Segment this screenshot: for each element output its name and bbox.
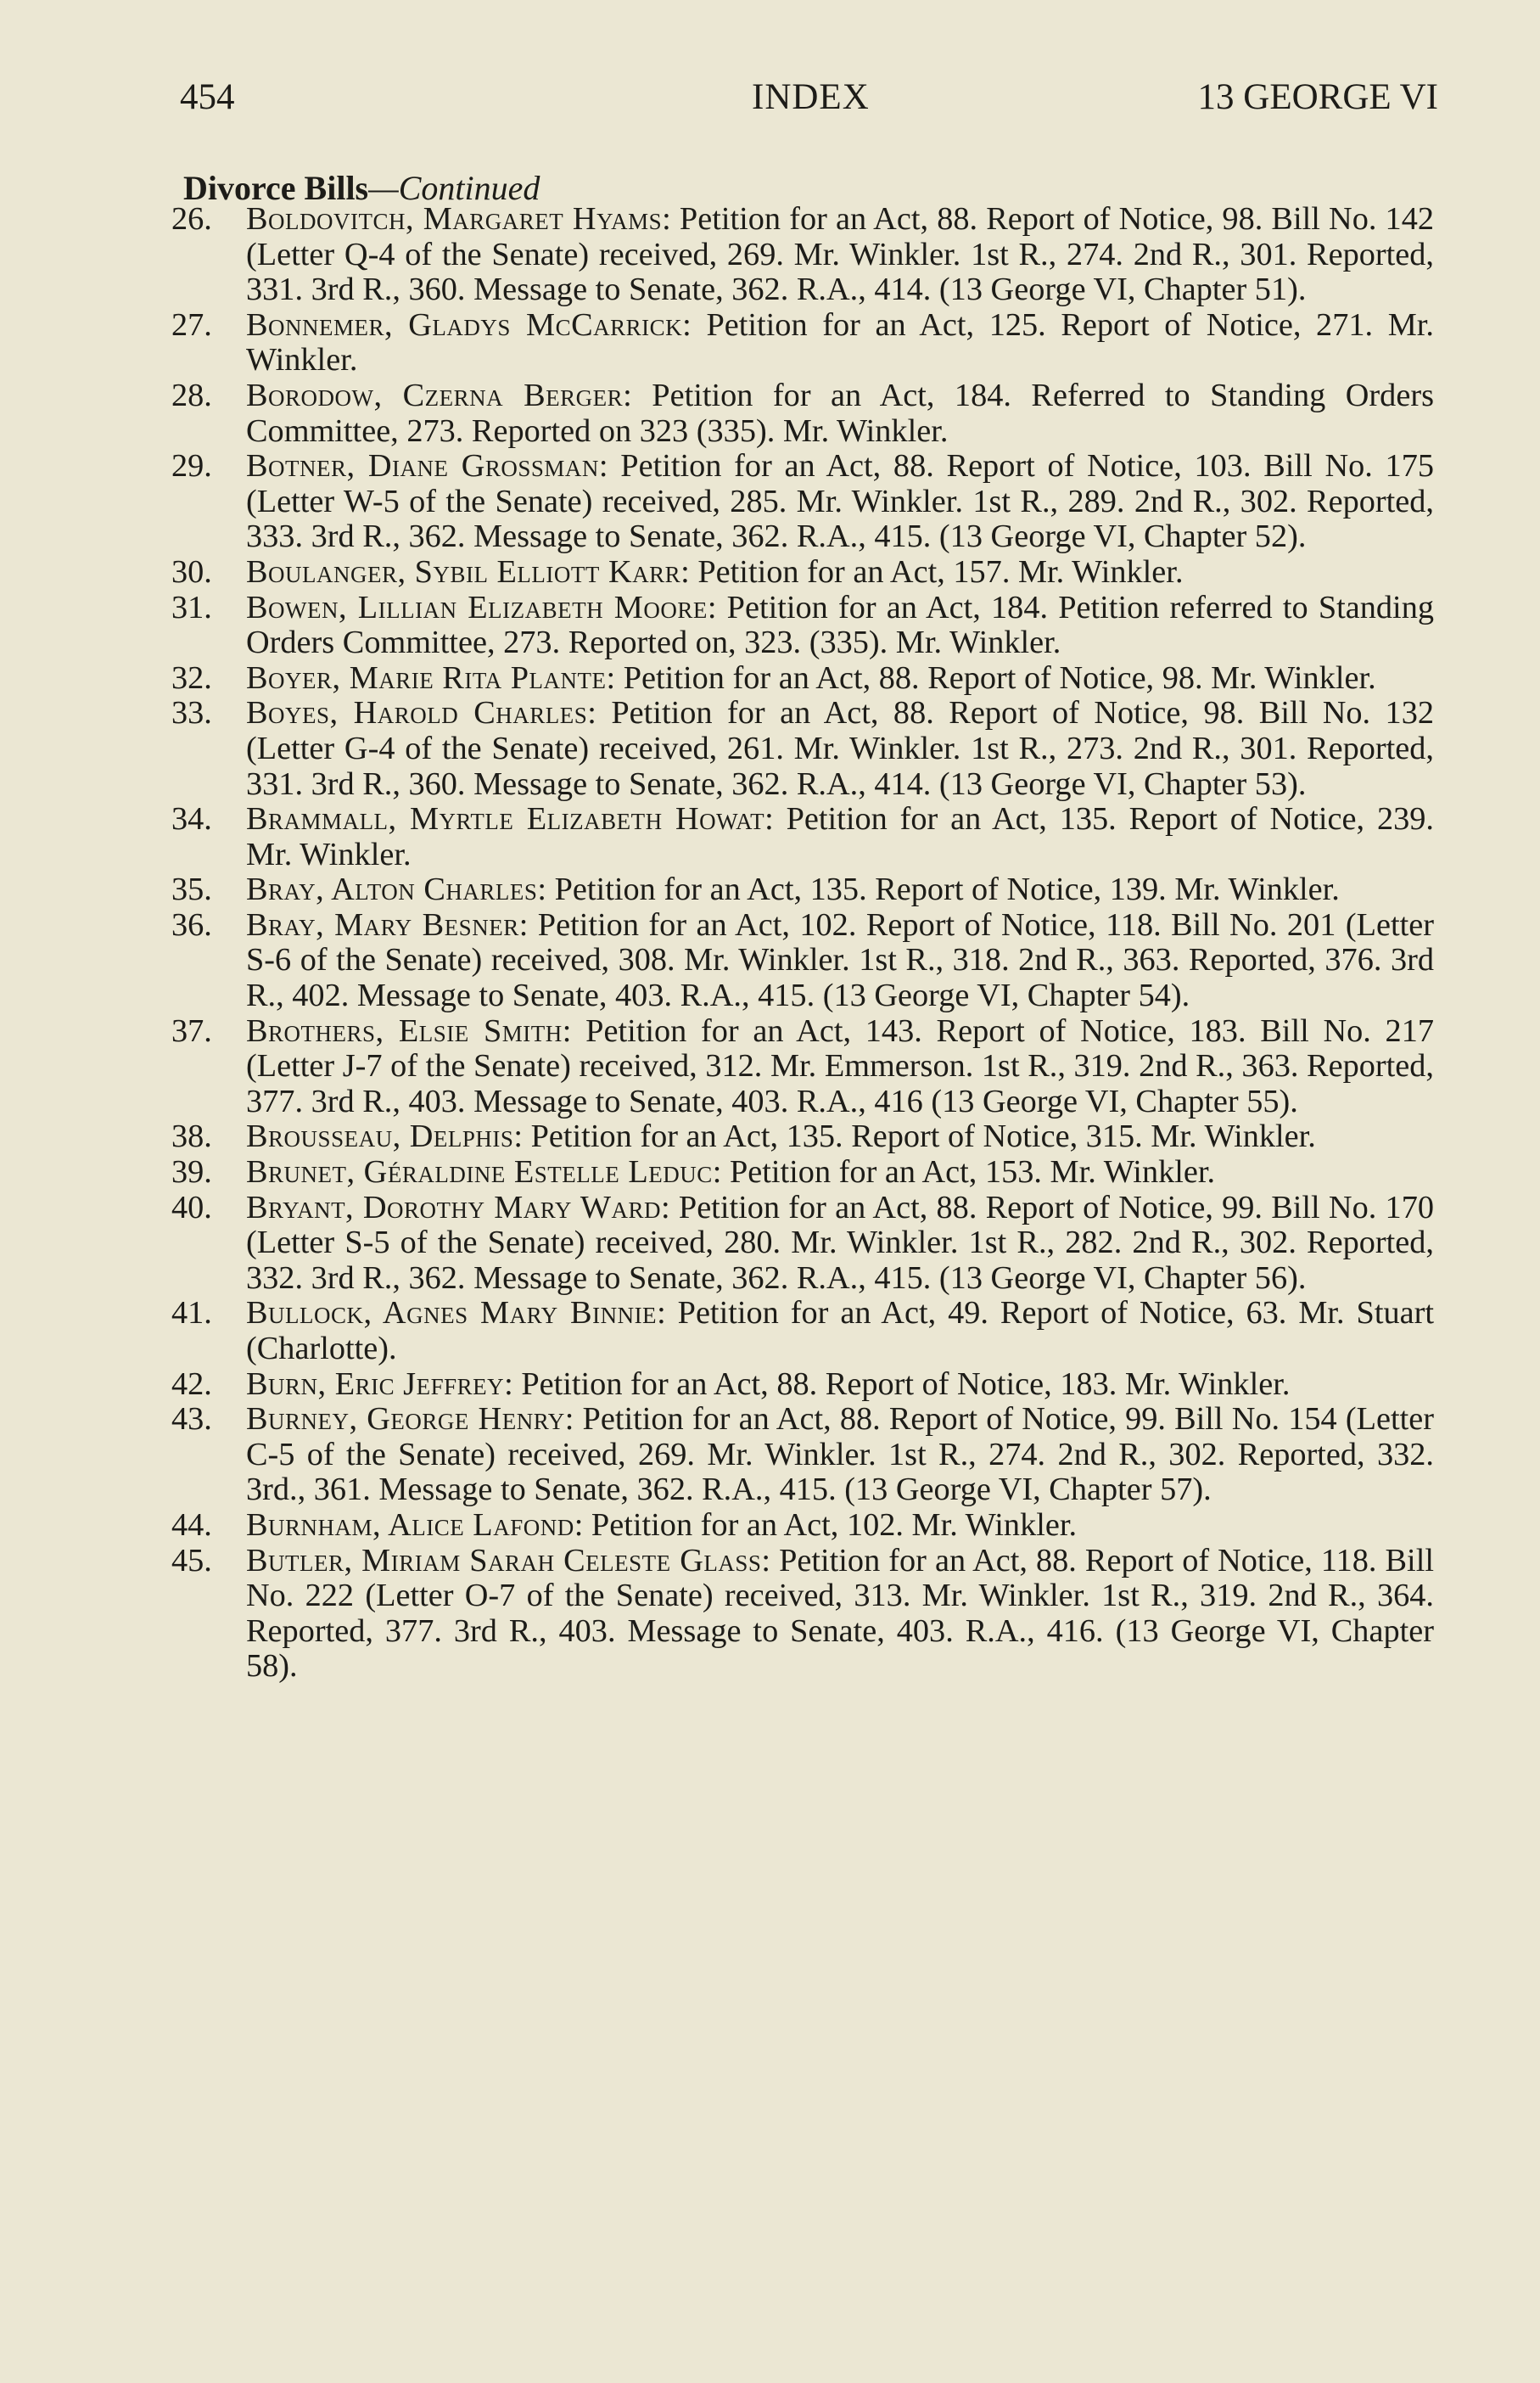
index-entry [171, 659, 1434, 697]
page-number: 454 [180, 77, 235, 117]
entry-text: : Petition for an Act, 88. Report of Notice, 99. Bill No. 170 (Letter S-5 of the Senate) received, 280. Mr. Winkler. 1st R., 282. 2nd R., 302. Reported, 332. 3rd R., 362. Message to Senate, 362. R.A., 415. (13 George VI, Chapter 56). [246, 1189, 1434, 1296]
entry-number: 39. [171, 1154, 212, 1191]
index-entry [171, 872, 1434, 908]
index-entry [171, 801, 1434, 872]
entry-number: 31. [171, 589, 212, 625]
page-header [0, 76, 1540, 127]
index-entry [171, 1119, 1434, 1155]
entry-name: Boyes, Harold Charles [246, 695, 588, 732]
index-entry [171, 306, 1434, 378]
entry-name: Brammall, Myrtle Elizabeth Howat [246, 801, 765, 838]
entry-name: Borodow, Czerna Berger [246, 377, 624, 413]
entry-name: Brousseau, Delphis [246, 1119, 514, 1155]
entry-number: 41. [171, 1295, 212, 1332]
index-entry [171, 1506, 1434, 1544]
entry-name: Bray, Alton Charles [246, 872, 538, 908]
entry-text: : Petition for an Act, 184. Referred to Standing Orders Committee, 273. Reported on 323 (335). Mr. Winkler. [246, 377, 1434, 449]
entry-text: : Petition for an Act, 157. Mr. Winkler. [680, 553, 1184, 590]
entry-number: 44. [171, 1506, 212, 1543]
index-entry [171, 377, 1434, 449]
index-entry [171, 1401, 1435, 1508]
entry-text: : Petition for an Act, 88. Report of Notice, 118. Bill No. 222 (Letter O-7 of the Senate) received, 313. Mr. Winkler. 1st R., 319. 2nd R., 364. Reported, 377. 3rd R., 403. Message to Senate, 403. R.A., 416. (13 George VI, Chapter 58). [246, 1542, 1434, 1685]
entry-text: : Petition for an Act, 102. Report of Notice, 118. Bill No. 201 (Letter S-6 of the Senate) received, 308. Mr. Winkler. 1st R., 318. 2nd R., 363. Reported, 376. 3rd R., 402. Message to Senate, 403. R.A., 415. (13 George VI, Chapter 54). [246, 906, 1434, 1014]
entry-number: 37. [171, 1012, 212, 1049]
entry-number: 26. [171, 201, 212, 237]
entry-name: Boldovitch, Margaret Hyams [246, 201, 663, 237]
entry-name: Butler, Miriam Sarah Celeste Glass [246, 1542, 762, 1578]
entry-number: 30. [171, 553, 212, 590]
entry-name: Boulanger, Sybil Elliott Karr [246, 553, 681, 590]
reign-label: 13 GEORGE VI [1197, 77, 1438, 117]
entry-text: : Petition for an Act, 135. Report of Notice, 139. Mr. Winkler. [537, 872, 1340, 908]
index-entry [171, 1012, 1435, 1120]
entry-name: Bullock, Agnes Mary Binnie [246, 1295, 658, 1332]
index-entry [171, 1189, 1434, 1297]
section-heading-text: Divorce Bills [183, 169, 369, 207]
entry-number: 34. [171, 801, 212, 838]
index-entry [171, 1154, 1434, 1191]
entry-number: 40. [171, 1189, 212, 1225]
index-entry [171, 201, 1435, 308]
entry-name: Burnham, Alice Lafond [246, 1506, 574, 1543]
entry-number: 42. [171, 1365, 212, 1402]
entry-name: Brothers, Elsie Smith [246, 1012, 563, 1049]
entry-number: 35. [171, 872, 212, 908]
entry-number: 32. [171, 659, 212, 696]
entry-text: : Petition for an Act, 102. Mr. Winkler. [574, 1506, 1078, 1543]
entry-text: : Petition for an Act, 88. Report of Notice, 99. Bill No. 154 (Letter C-5 of the Senate) received, 269. Mr. Winkler. 1st R., 274. 2nd R., 302. Reported, 332. 3rd., 361. Message to Senate, 362. R.A., 415. (13 George VI, Chapter 57). [246, 1401, 1435, 1508]
entry-name: Burn, Eric Jeffrey [246, 1365, 505, 1402]
entry-name: Boyer, Marie Rita Plante [246, 659, 607, 696]
entry-name: Bray, Mary Besner [246, 906, 519, 943]
entry-number: 33. [171, 695, 212, 732]
entry-number: 28. [171, 377, 212, 413]
entry-name: Bonnemer, Gladys McCarrick [246, 306, 683, 343]
index-entry [171, 448, 1434, 555]
entry-text: : Petition for an Act, 184. Petition referred to Standing Orders Committee, 273. Reported on, 323. (335). Mr. Winkler. [246, 589, 1434, 661]
index-entry [171, 589, 1434, 661]
entry-name: Burney, George Henry [246, 1401, 565, 1438]
entry-name: Bryant, Dorothy Mary Ward [246, 1189, 662, 1225]
entry-text: : Petition for an Act, 88. Report of Notice, 98. Bill No. 142 (Letter Q-4 of the Senate) received, 269. Mr. Winkler. 1st R., 274. 2nd R., 301. Reported, 331. 3rd R., 360. Message to Senate, 362. R.A., 414. (13 George VI, Chapter 51). [246, 201, 1435, 308]
entry-text: : Petition for an Act, 88. Report of Notice, 98. Bill No. 132 (Letter G-4 of the Senate) received, 261. Mr. Winkler. 1st R., 273. 2nd R., 301. Reported, 331. 3rd R., 360. Message to Senate, 362. R.A., 414. (13 George VI, Chapter 53). [246, 695, 1435, 802]
entry-text: : Petition for an Act, 125. Report of Notice, 271. Mr. Winkler. [246, 306, 1434, 378]
running-title: INDEX [752, 77, 870, 117]
entry-number: 36. [171, 906, 212, 943]
entry-number: 27. [171, 306, 212, 343]
entry-text: : Petition for an Act, 49. Report of Notice, 63. Mr. Stuart (Charlotte). [246, 1295, 1434, 1366]
index-entry [171, 553, 1434, 591]
entry-name: Botner, Diane Grossman [246, 448, 599, 485]
entry-number: 43. [171, 1401, 212, 1438]
entry-text: : Petition for an Act, 88. Report of Notice, 98. Mr. Winkler. [606, 659, 1376, 696]
entry-text: : Petition for an Act, 135. Report of Notice, 315. Mr. Winkler. [513, 1119, 1316, 1155]
index-entry [171, 695, 1435, 802]
entry-text: : Petition for an Act, 143. Report of Notice, 183. Bill No. 217 (Letter J-7 of the Senate) received, 312. Mr. Emmerson. 1st R., 319. 2nd R., 363. Reported, 377. 3rd R., 403. Message to Senate, 403. R.A., 416 (13 George VI, Chapter 55). [246, 1012, 1435, 1119]
index-entry [171, 1365, 1434, 1403]
index-entry [171, 1542, 1434, 1685]
entry-text: : Petition for an Act, 135. Report of Notice, 239. Mr. Winkler. [246, 801, 1434, 872]
section-continued: —Continued [368, 169, 540, 207]
entry-number: 29. [171, 448, 212, 485]
entry-text: : Petition for an Act, 153. Mr. Winkler. [712, 1154, 1216, 1191]
entry-number: 45. [171, 1542, 212, 1578]
entry-name: Bowen, Lillian Elizabeth Moore [246, 589, 708, 625]
entry-name: Brunet, Géraldine Estelle Leduc [246, 1154, 713, 1191]
entry-text: : Petition for an Act, 88. Report of Notice, 103. Bill No. 175 (Letter W-5 of the Senate) received, 285. Mr. Winkler. 1st R., 289. 2nd R., 302. Reported, 333. 3rd R., 362. Message to Senate, 362. R.A., 415. (13 George VI, Chapter 52). [246, 448, 1434, 555]
entry-text: : Petition for an Act, 88. Report of Notice, 183. Mr. Winkler. [504, 1365, 1291, 1402]
index-entry [171, 1295, 1434, 1366]
index-entry [171, 906, 1434, 1014]
entry-number: 38. [171, 1119, 212, 1155]
index-entries [171, 201, 1435, 1685]
